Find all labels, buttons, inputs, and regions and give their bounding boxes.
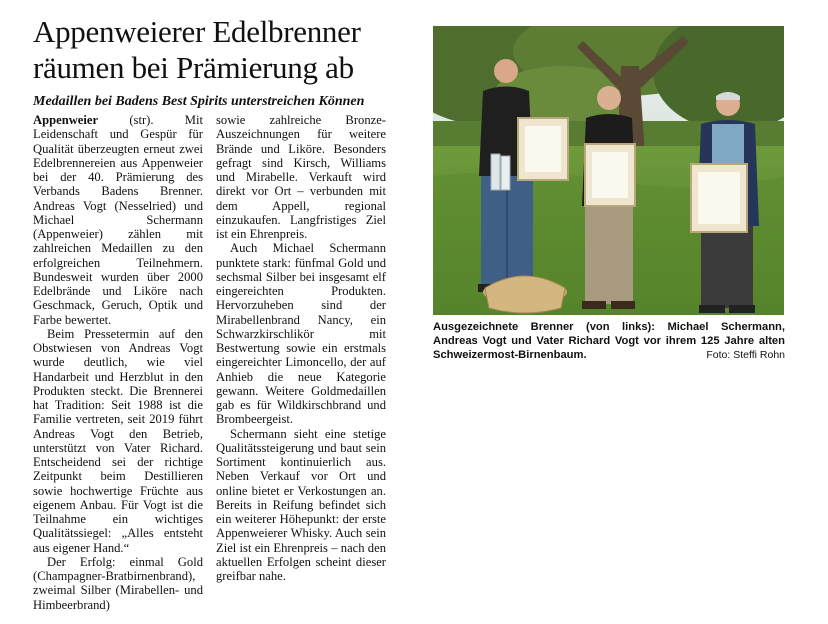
paragraph-outlook: Schermann sieht eine stetige Qualitätssteigerung und baut sein Sortiment kontinuierlich aus. Neben Verkauf vor Ort und online bietet er Verkostungen an. Bereits in Reifung befindet sich ein weiterer Höhepunkt: der erste Appenweierer Whisky. Auch sein Ziel ist ein Ehrenpreis – nach den aktuellen Erfolgen scheint dieser greifbar nahe.: [216, 426, 386, 583]
photo-credit: Foto: Steffi Rohn: [706, 349, 785, 361]
article-headline: Appenweierer Edelbrenner räumen bei Prämierung ab: [33, 14, 361, 85]
dateline: Appenweier: [33, 113, 99, 127]
photo-illustration: [433, 26, 784, 315]
author-tag: (str).: [98, 113, 185, 127]
paragraph-schermann: Auch Michael Schermann punktete stark: fünfmal Gold und sechsmal Silber bei insgesamt elf eingereichten Produkten. Hervorzuheben sind der Mirabellenbrand Nancy, ein Schwarzkirschlikör mit Bestwertung sowie ein erstmals eingereichter Limoncello, der auf Anhieb die neue Kategorie gewann. Weitere Goldmedaillen gab es für Wildkirschbrand und Brombeergeist.: [216, 241, 386, 427]
article-photo: [433, 26, 784, 315]
photo-caption: [433, 320, 785, 362]
article-column-1: [33, 113, 203, 612]
paragraph-intro-text: Mit Leidenschaft und Gespür für Qualität überzeugten erneut zwei Edelbrennereien aus Appenweier bei der 40. Prämierung des Verbands Badens Brenner. Andreas Vogt (Nesselried) und Michael Schermann (Appenweier) zählen mit zahlreichen Medaillen zu den erfolgreichen Teilnehmern. Bundesweit wurden über 2000 Edelbrände und Liköre nach Geschmack, Geruch, Optik und Farbe bewertet.: [33, 113, 203, 327]
paragraph-success: Der Erfolg: einmal Gold (Champagner-Bratbirnenbrand), zweimal Silber (Mirabellen- und Himbeerbrand): [33, 554, 203, 612]
article-subheadline: Medaillen bei Badens Best Spirits unterstreichen Können: [33, 94, 365, 109]
paragraph-intro: [33, 113, 203, 327]
photo-caption-text: Ausgezeichnete Brenner (von links): Michael Schermann, Andreas Vogt und Vater Richard Vogt vor ihrem 125 Jahre alten Schweizermost-Birnenbaum.: [433, 321, 785, 361]
article-column-2: [216, 113, 386, 583]
paragraph-success-continued: sowie zahlreiche Bronze-Auszeichnungen für weitere Brände und Liköre. Besonders gefragt sind Kirsch, Williams und Mirabelle. Verkauft wird direkt vor Ort – verbunden mit dem Appell, regional einzukaufen. Langfristiges Ziel ist ein Ehrenpreis.: [216, 113, 386, 241]
paragraph-press-appointment: Beim Pressetermin auf den Obstwiesen von Andreas Vogt wurde deutlich, wie viel Handarbeit und Herzblut in den Produkten steckt. Die Brennerei hat Tradition: Seit 1988 ist die Familie vertreten, seit 2019 führt Andreas Vogt den Betrieb, unterstützt von Vater Richard. Entscheidend sei der richtige Zeitpunkt beim Destillieren sowie hochwertige Früchte aus eigenem Anbau. Für Vogt ist die Teilnahme ein wichtiges Qualitätssiegel: „Alles entsteht aus eigener Hand.“: [33, 326, 203, 555]
